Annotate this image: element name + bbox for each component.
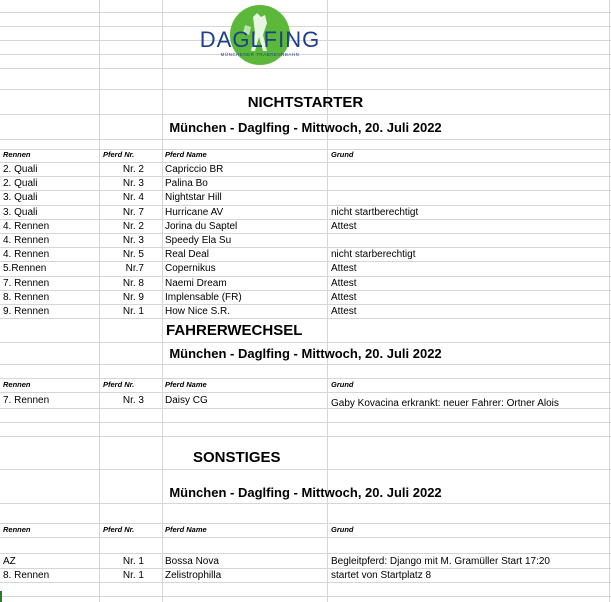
- section-title-sonstiges: SONSTIGES: [193, 449, 281, 466]
- cell-pferd-name: Daisy CG: [165, 395, 208, 406]
- cell-grund: startet von Startplatz 8: [331, 570, 432, 581]
- cell-grund: Gaby Kovacina erkrankt: neuer Fahrer: Ortner Alois: [331, 398, 559, 409]
- cell-pferd-name: Hurricane AV: [165, 206, 224, 218]
- header-pferd-nr: Pferd Nr.: [103, 150, 135, 159]
- sheet-row: [0, 538, 611, 554]
- cell-grund: [331, 163, 609, 176]
- cell-rennen: 4. Rennen: [3, 235, 50, 247]
- header-grund: Grund: [331, 525, 354, 534]
- header-grund: Grund: [331, 380, 354, 389]
- table-row[interactable]: [0, 220, 611, 234]
- sheet-row: [0, 365, 611, 379]
- table-row[interactable]: [0, 554, 611, 569]
- table-row[interactable]: [0, 277, 611, 291]
- cell-rennen: 7. Rennen: [3, 277, 50, 289]
- cell-pferd-name: Bossa Nova: [165, 555, 219, 567]
- cell-pferd-name: Implensable (FR): [165, 291, 242, 303]
- cell-pferd-name: Real Deal: [165, 249, 209, 261]
- table-row[interactable]: [0, 291, 611, 305]
- table-row[interactable]: [0, 191, 611, 205]
- table-row[interactable]: [0, 262, 611, 276]
- cell-grund: nicht startberechtigt: [331, 206, 419, 218]
- header-pferd-nr: Pferd Nr.: [103, 380, 135, 389]
- cell-rennen: 4. Rennen: [3, 249, 50, 261]
- section-subtitle-fahrerwechsel: München - Daglfing - Mittwoch, 20. Juli 2022: [169, 346, 442, 361]
- cell-rennen: 2. Quali: [3, 178, 38, 190]
- logo-text: DAGLFING: [199, 27, 321, 52]
- cell-pferd-nr: Nr. 4: [122, 192, 144, 204]
- cell-rennen: 8. Rennen: [3, 291, 50, 303]
- table-header-fahrerwechsel: [0, 379, 611, 393]
- cell-grund: Begleitpferd: Django mit M. Gramüller Start 17:20: [331, 555, 550, 567]
- header-pferd-nr: Pferd Nr.: [103, 525, 135, 534]
- sheet-row: [0, 504, 611, 524]
- header-pferd-name: Pferd Name: [165, 150, 207, 159]
- table-row[interactable]: [0, 305, 611, 319]
- cell-pferd-nr: Nr. 7: [122, 206, 144, 218]
- cell-rennen: 8. Rennen: [3, 570, 50, 581]
- cell-grund: [331, 177, 609, 190]
- cell-pferd-name: Copernikus: [165, 263, 216, 275]
- table-header-sonstiges: [0, 524, 611, 538]
- cell-grund: Attest: [331, 263, 357, 275]
- cell-rennen: 5.Rennen: [3, 263, 47, 275]
- table-row[interactable]: [0, 163, 611, 177]
- cell-pferd-nr: Nr. 3: [122, 235, 144, 247]
- section-subtitle-nichtstarter: München - Daglfing - Mittwoch, 20. Juli 2022: [169, 120, 442, 135]
- cell-pferd-name: Zelistrophilla: [165, 570, 222, 581]
- cell-pferd-nr: Nr. 2: [122, 220, 144, 232]
- cell-rennen: 3. Quali: [3, 206, 38, 218]
- cell-grund: nicht starberechtigt: [331, 249, 416, 261]
- header-pferd-name: Pferd Name: [165, 380, 207, 389]
- cell-pferd-name: Naemi Dream: [165, 277, 227, 289]
- table-row[interactable]: [0, 206, 611, 220]
- table-row[interactable]: [0, 248, 611, 262]
- cell-grund: Attest: [331, 277, 357, 289]
- header-rennen: Rennen: [3, 380, 31, 389]
- cell-pferd-nr: Nr.7: [125, 263, 144, 275]
- section-subtitle-sonstiges: München - Daglfing - Mittwoch, 20. Juli 2022: [169, 485, 442, 500]
- cell-pferd-nr: Nr. 3: [122, 178, 144, 190]
- table-header-nichtstarter: [0, 150, 611, 163]
- cell-pferd-name: Nightstar Hill: [165, 192, 222, 204]
- cell-grund: Attest: [331, 306, 357, 318]
- sheet-row: [0, 319, 611, 343]
- cell-pferd-nr: Nr. 8: [122, 277, 144, 289]
- cell-pferd-nr: Nr. 1: [122, 306, 144, 318]
- cell-pferd-nr: Nr. 1: [122, 555, 144, 567]
- cell-pferd-name: How Nice S.R.: [165, 306, 231, 318]
- cell-rennen: 2. Quali: [3, 164, 38, 176]
- cell-rennen: AZ: [3, 555, 16, 567]
- cell-pferd-nr: Nr. 2: [122, 164, 144, 176]
- table-row[interactable]: [0, 177, 611, 191]
- sheet-row: [0, 140, 611, 150]
- cell-pferd-nr: Nr. 9: [122, 291, 144, 303]
- sheet-row: [0, 437, 611, 470]
- cell-rennen: 3. Quali: [3, 192, 38, 204]
- cell-pferd-name: Jorina du Saptel: [165, 220, 238, 232]
- cell-pferd-name: Palina Bo: [165, 178, 208, 190]
- cell-grund: [331, 234, 609, 247]
- logo-subtext: MÜNCHENER TRABRENNBAHN: [220, 52, 300, 57]
- cell-pferd-nr: Nr. 1: [122, 570, 144, 581]
- section-title-nichtstarter: NICHTSTARTER: [247, 94, 364, 111]
- sheet-row: [0, 423, 611, 437]
- cell-rennen: 7. Rennen: [3, 395, 50, 406]
- sheet-row: [0, 583, 611, 597]
- daglfing-logo: [195, 5, 325, 65]
- header-pferd-name: Pferd Name: [165, 525, 207, 534]
- cell-grund: Attest: [331, 291, 357, 303]
- table-row[interactable]: [0, 569, 611, 583]
- cell-pferd-nr: Nr. 3: [122, 395, 144, 406]
- cell-cursor-indicator: [0, 591, 2, 602]
- section-title-fahrerwechsel: FAHRERWECHSEL: [166, 322, 303, 339]
- cell-rennen: 4. Rennen: [3, 220, 50, 232]
- cell-grund: Attest: [331, 220, 357, 232]
- sheet-row: [0, 69, 611, 90]
- header-rennen: Rennen: [3, 525, 31, 534]
- cell-grund: [331, 191, 609, 204]
- cell-pferd-nr: Nr. 5: [122, 249, 144, 261]
- cell-rennen: 9. Rennen: [3, 306, 50, 318]
- table-row[interactable]: [0, 234, 611, 248]
- cell-pferd-name: Capriccio BR: [165, 164, 224, 176]
- cell-pferd-name: Speedy Ela Su: [165, 235, 232, 247]
- header-grund: Grund: [331, 150, 354, 159]
- header-rennen: Rennen: [3, 150, 31, 159]
